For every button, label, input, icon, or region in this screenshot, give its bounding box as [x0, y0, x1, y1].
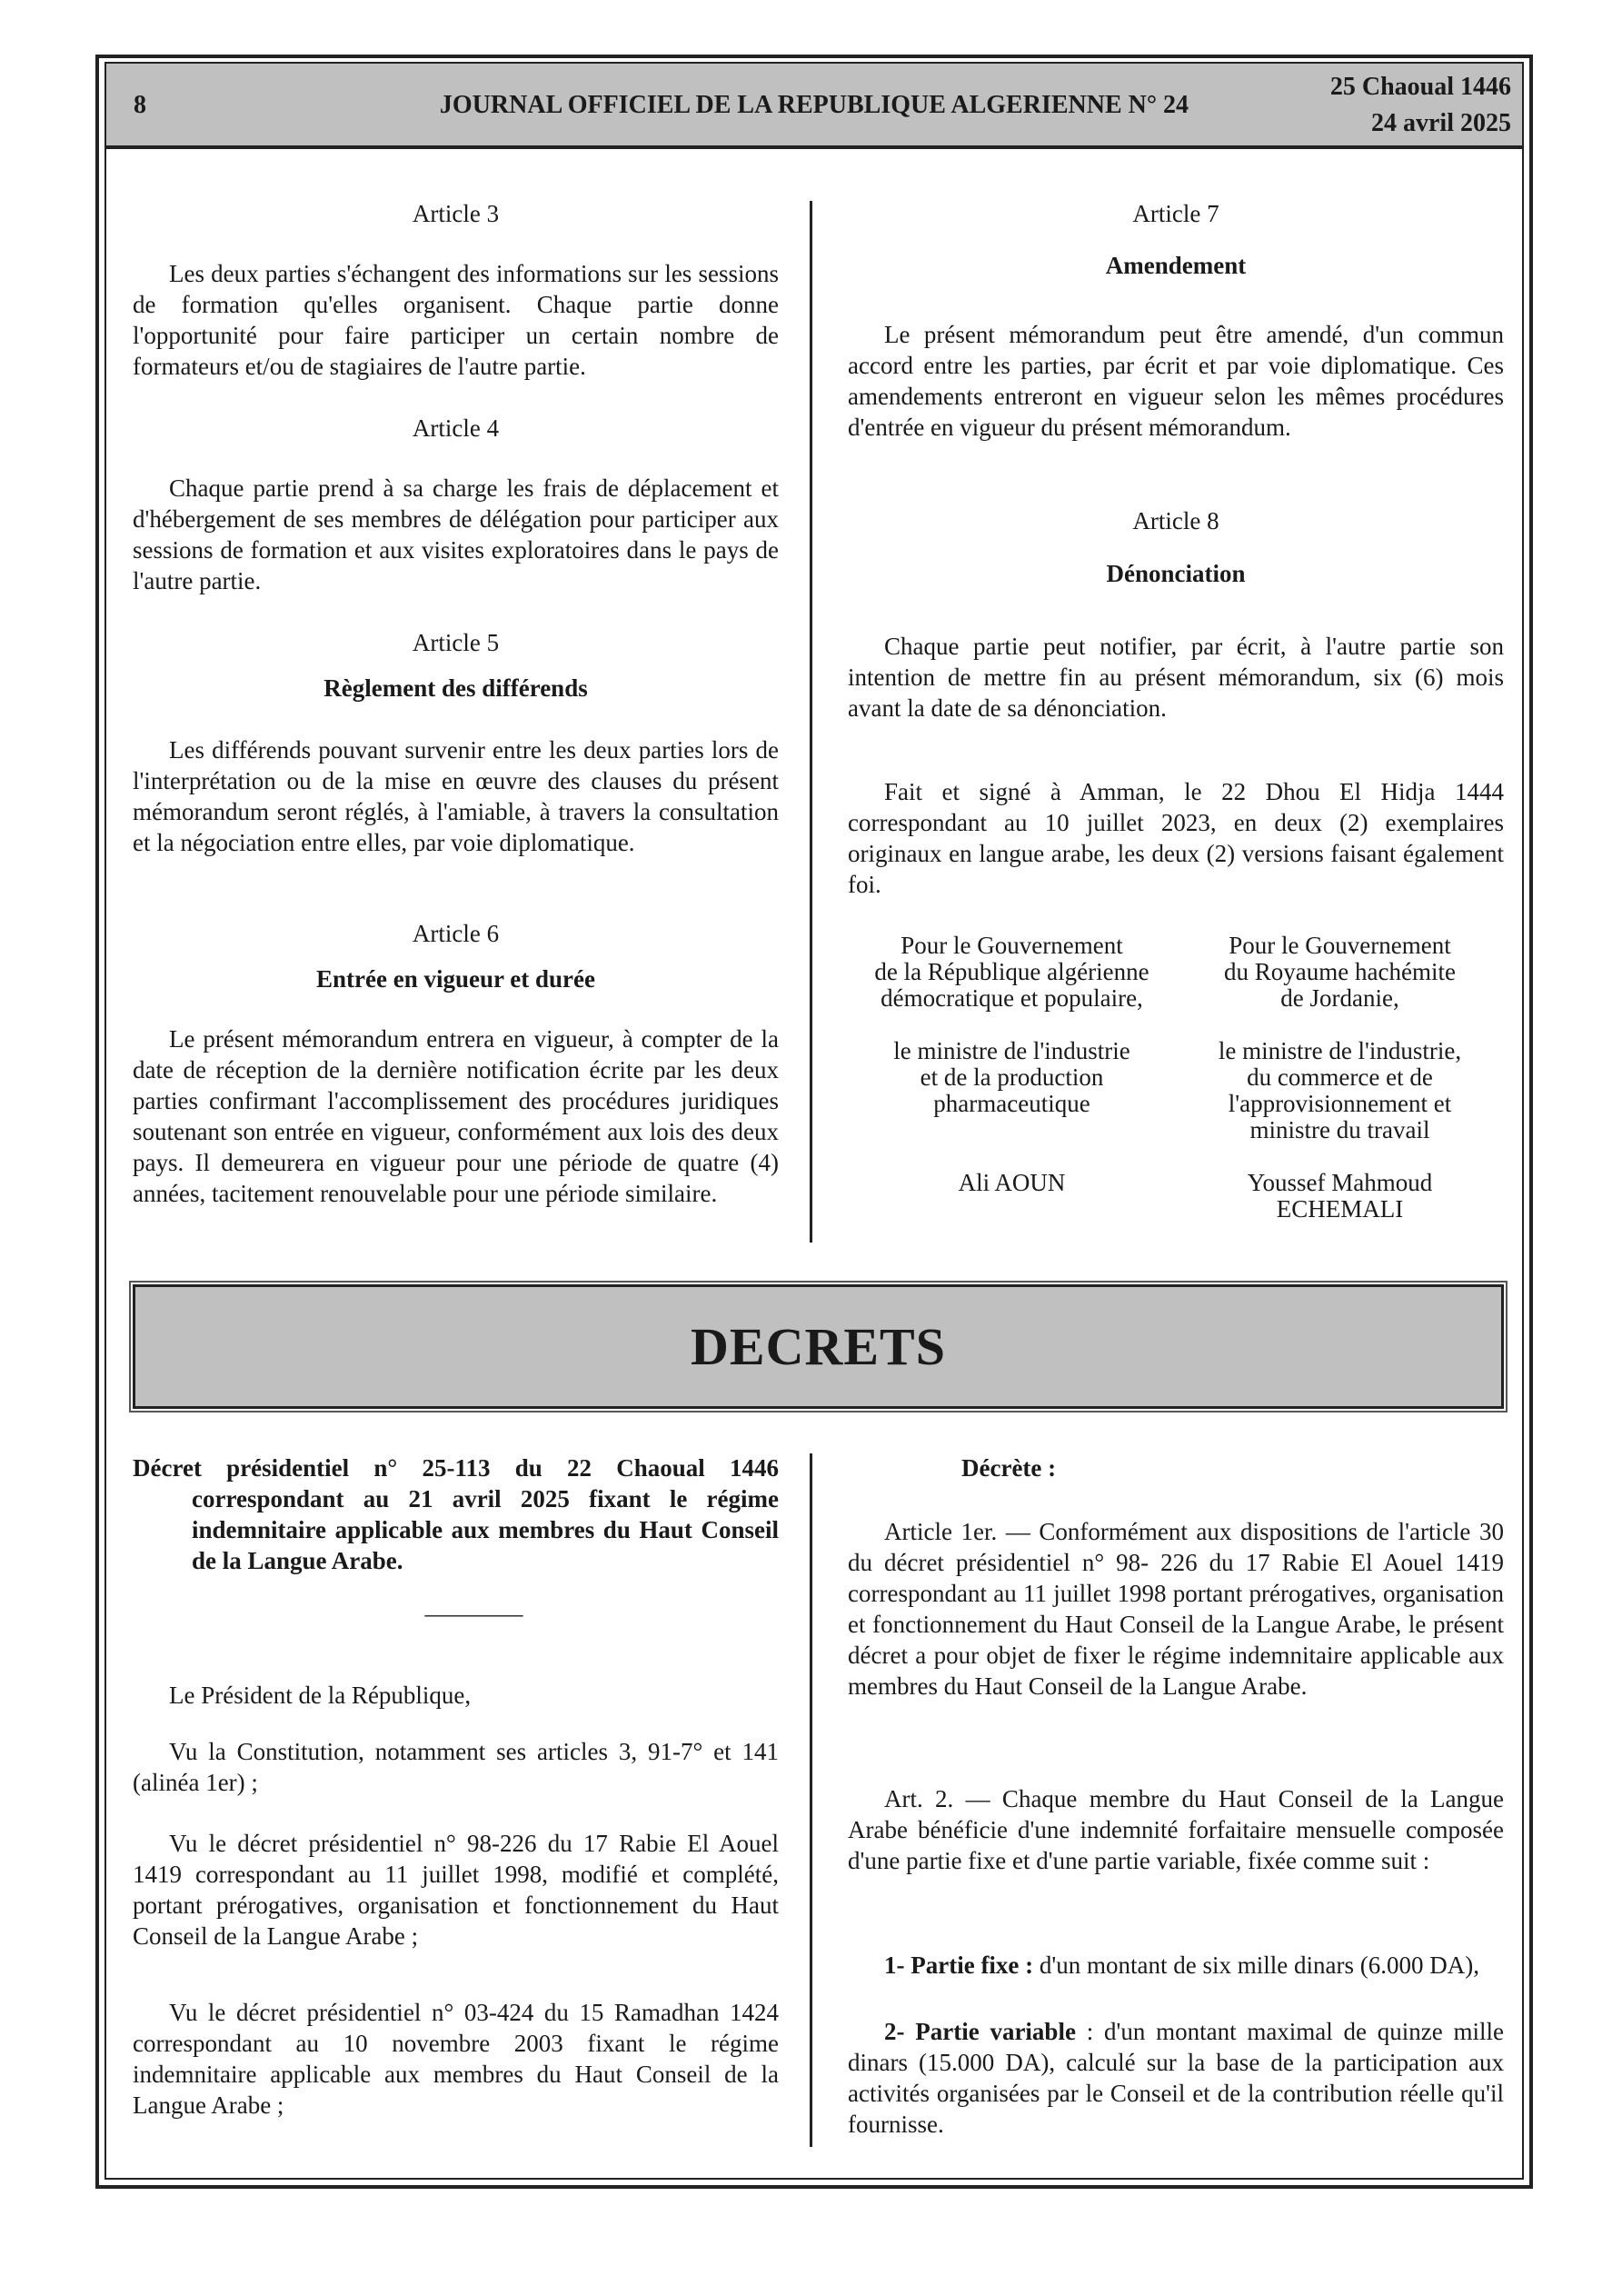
article-6-heading: Entrée en vigueur et durée — [316, 965, 595, 993]
article-6-title: Article 6 — [412, 920, 500, 947]
line: pharmaceutique — [933, 1090, 1090, 1117]
preamble-constitution: Vu la Constitution, notamment ses articles 3, 91-7° et 141 (alinéa 1er) ; — [133, 1738, 779, 1796]
article-4-text: Chaque partie prend à sa charge les frais de déplacement et d'hébergement de ses membres de délégation pour participer aux sessions de formation et aux visites exploratoires dans le pays de l'autre partie. — [133, 474, 779, 594]
article-6-text: Le présent mémorandum entrera en vigueur, à compter de la date de réception de la dernière notification écrite par les deux parties confirmant l'accomplissement des procédures juridiques soutenant son entrée en vigueur, conformément aux lois des deux pays. Il demeurera en vigueur pour une période de quatre (4) années, tacitement renouvelable pour une période similaire. — [133, 1025, 779, 1207]
line: Pour le Gouvernement — [901, 932, 1123, 959]
line: de Jordanie, — [1280, 984, 1399, 1012]
line: ministre du travail — [1249, 1116, 1430, 1143]
closing-statement: Fait et signé à Amman, le 22 Dhou El Hidja 1444 correspondant au 10 juillet 2023, en deux (2) exemplaires originaux en langue arabe, les deux (2) versions faisant également foi. — [848, 778, 1504, 898]
line: le ministre de l'industrie, — [1218, 1037, 1462, 1064]
article-1: Article 1er. — Conformément aux dispositions de l'article 30 du décret présidentiel n° 98- 226 du 17 Rabie El Aouel 1419 correspondant au 11 juillet 1998 portant prérogatives, organisation et fonctionnement du Haut Conseil de la Langue Arabe, le présent décret a pour objet de fixer le régime indemnitaire applicable aux membres du Haut Conseil de la Langue Arabe. — [848, 1518, 1504, 1700]
article-8-title: Article 8 — [1132, 507, 1219, 534]
article-4-title: Article 4 — [412, 414, 500, 442]
line: le ministre de l'industrie — [893, 1037, 1130, 1064]
signatory-jordan — [1176, 933, 1504, 1249]
article-5-text: Les différends pouvant survenir entre les deux parties lors de l'interprétation ou de la mise en œuvre des clauses du présent mémorandum seront réglés, à l'amiable, à travers la consultation et la négociation entre elles, par voie diplomatique. — [133, 736, 779, 856]
memorandum-left-column — [133, 198, 779, 1243]
line: l'approvisionnement et — [1228, 1090, 1452, 1117]
article-3-title: Article 3 — [412, 200, 500, 227]
decree-left-column — [133, 1452, 779, 2161]
article-8-text: Chaque partie peut notifier, par écrit, à l'autre partie son intention de mettre fin au présent mémorandum, six (6) mois avant la date de sa dénonciation. — [848, 633, 1504, 722]
page-number: 8 — [134, 91, 146, 119]
preamble-president: Le Président de la République, — [169, 1682, 472, 1709]
article-7-title: Article 7 — [1132, 200, 1219, 227]
signatory-government — [848, 933, 1176, 1012]
article-5-heading: Règlement des différends — [323, 674, 588, 702]
article-3-text: Les deux parties s'échangent des informations sur les sessions de formation qu'elles organisent. Chaque partie donne l'opportunité pour faire participer un certain nombre de formateurs et/ou de stagiaires de l'autre partie. — [133, 260, 779, 380]
signatory-office — [1176, 1038, 1504, 1143]
decrets-title: DECRETS — [691, 1317, 946, 1376]
preamble-decree-03-424: Vu le décret présidentiel n° 03-424 du 15 Ramadhan 1424 correspondant au 10 novembre 2003 fixant le régime indemnitaire applicable aux membres du Haut Conseil de la Langue Arabe ; — [133, 1999, 779, 2119]
date-gregorian: 24 avril 2025 — [1371, 109, 1511, 137]
signatory-government — [1176, 933, 1504, 1012]
partie-variable — [848, 2016, 1504, 2140]
column-divider — [810, 201, 812, 1243]
line: Pour le Gouvernement — [1229, 932, 1451, 959]
signatures — [848, 933, 1504, 1249]
line: Youssef Mahmoud — [1247, 1169, 1433, 1196]
decree-title: Décret présidentiel n° 25-113 du 22 Chaoual 1446 correspondant au 21 avril 2025 fixant le régime indemnitaire applicable aux membres du Haut Conseil de la Langue Arabe. — [133, 1454, 779, 1574]
line: du Royaume hachémite — [1224, 958, 1456, 985]
partie-fixe-text: d'un montant de six mille dinars (6.000 DA), — [1033, 1952, 1479, 1979]
article-5-title: Article 5 — [412, 629, 500, 656]
issue-date — [1330, 69, 1511, 142]
separator: ———— — [424, 1600, 523, 1627]
signatory-office — [848, 1038, 1176, 1143]
signatory-algeria — [848, 933, 1176, 1249]
line: ECHEMALI — [1276, 1195, 1404, 1223]
partie-fixe-label: 1- Partie fixe : — [884, 1952, 1034, 1979]
partie-variable-text: : d'un montant maximal de quinze mille dinars (15.000 DA), calculé sur la base de la participation aux activités organisées par le Conseil et de la contribution réelle qu'il fournisse. — [848, 2018, 1504, 2138]
article-7-text: Le présent mémorandum peut être amendé, d'un commun accord entre les parties, par écrit et par voie diplomatique. Ces amendements entreront en vigueur selon les mêmes procédures d'entrée en vigueur du présent mémorandum. — [848, 321, 1504, 441]
partie-variable-label: 2- Partie variable — [884, 2018, 1076, 2045]
memorandum-right-column — [848, 198, 1504, 1243]
preamble-decree-98-226: Vu le décret présidentiel n° 98-226 du 17 Rabie El Aouel 1419 correspondant au 11 juillet 1998, modifié et complété, portant prérogatives, organisation et fonctionnement du Haut Conseil de la Langue Arabe ; — [133, 1830, 779, 1950]
line: Ali AOUN — [958, 1169, 1066, 1196]
signatory-name — [1176, 1170, 1504, 1223]
partie-fixe — [848, 1950, 1504, 1981]
line: du commerce et de — [1247, 1063, 1433, 1091]
column-divider — [810, 1453, 812, 2147]
decree-right-column — [848, 1452, 1504, 2161]
line: et de la production — [920, 1063, 1104, 1091]
signatory-name — [848, 1170, 1176, 1196]
line: démocratique et populaire, — [881, 984, 1143, 1012]
journal-header — [106, 64, 1522, 149]
article-8-heading: Dénonciation — [1106, 560, 1246, 587]
article-2: Art. 2. — Chaque membre du Haut Conseil de la Langue Arabe bénéficie d'une indemnité forfaitaire mensuelle composée d'une partie fixe et d'une partie variable, fixée comme suit : — [848, 1785, 1504, 1874]
article-7-heading: Amendement — [1105, 252, 1247, 279]
line: de la République algérienne — [874, 958, 1149, 985]
journal-title: JOURNAL OFFICIEL DE LA REPUBLIQUE ALGERIENNE N° 24 — [439, 91, 1189, 119]
decrets-section-banner — [133, 1284, 1504, 1409]
date-hijri: 25 Chaoual 1446 — [1329, 73, 1511, 101]
decrete-heading: Décrète : — [961, 1454, 1057, 1482]
